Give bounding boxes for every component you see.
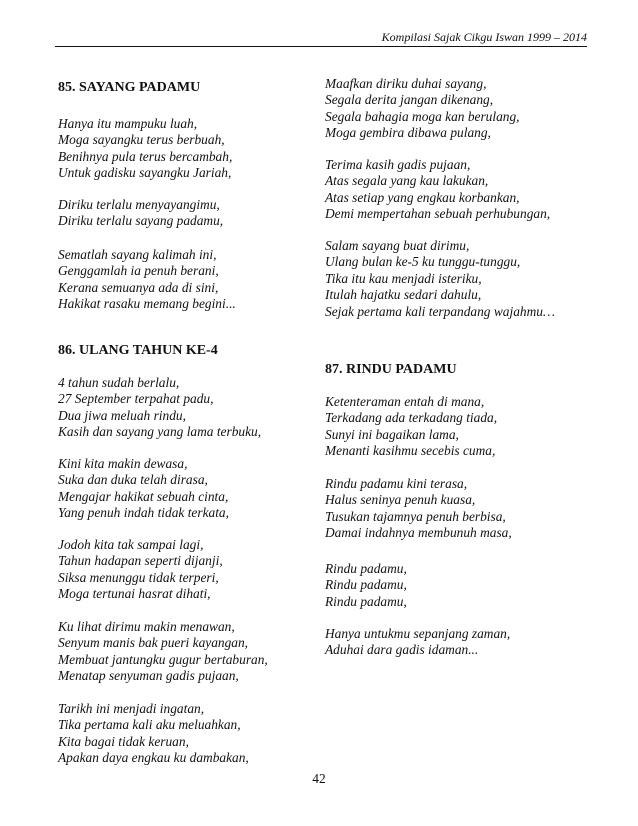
poem-line: Sejak pertama kali terpandang wajahmu… xyxy=(325,303,555,319)
poem-line: Menanti kasihmu secebis cuma, xyxy=(325,443,496,459)
poem-line: Rindu padamu kini terasa, xyxy=(325,476,468,491)
poem-87-stanza-4 xyxy=(325,626,510,659)
poem-line: Diriku terlalu sayang padamu, xyxy=(58,213,224,229)
poem-line: Salam sayang buat dirimu, xyxy=(325,238,470,253)
poem-line: Moga sayangku terus berbuah, xyxy=(58,132,225,148)
poem-line: Rindu padamu, xyxy=(325,561,407,576)
poem-title-85: 85. SAYANG PADAMU xyxy=(58,80,201,95)
page-number: 42 xyxy=(312,771,326,786)
poem-line: Tarikh ini menjadi ingatan, xyxy=(58,701,205,716)
poem-87-stanza-3 xyxy=(325,561,407,610)
poem-line: Tahun hadapan seperti dijanji, xyxy=(58,553,223,569)
poem-line: Genggamlah ia penuh berani, xyxy=(58,263,219,279)
poem-line: Untuk gadisku sayangku Jariah, xyxy=(58,165,232,181)
poem-line: Rindu padamu, xyxy=(325,593,407,609)
poem-line: Atas setiap yang engkau korbankan, xyxy=(325,189,520,205)
poem-line: 27 September terpahat padu, xyxy=(58,391,214,407)
poem-line: Hakikat rasaku memang begini... xyxy=(58,296,236,312)
poem-line: Aduhai dara gadis idaman... xyxy=(325,642,479,658)
poem-87-stanza-2 xyxy=(325,476,512,542)
poem-86-stanza-3 xyxy=(58,537,223,603)
poem-line: Sematlah sayang kalimah ini, xyxy=(58,247,217,262)
poem-line: Ketenteraman entah di mana, xyxy=(325,394,485,409)
poem-85-stanza-1 xyxy=(58,116,232,182)
page-header: Kompilasi Sajak Cikgu Iswan 1999 – 2014 xyxy=(381,30,587,44)
poem-line: Kini kita makin dewasa, xyxy=(58,456,188,471)
poem-line: Suka dan duka telah dirasa, xyxy=(58,472,208,488)
poem-line: 4 tahun sudah berlalu, xyxy=(58,375,180,390)
poem-line: Demi mempertahan sebuah perhubungan, xyxy=(325,206,551,222)
poem-line: Senyum manis bak pueri kayangan, xyxy=(58,635,249,651)
poem-line: Kerana semuanya ada di sini, xyxy=(58,279,219,295)
poem-86-stanza-8 xyxy=(325,238,555,320)
poem-line: Hanya itu mampuku luah, xyxy=(58,116,198,131)
poem-line: Maafkan diriku duhai sayang, xyxy=(325,76,487,91)
poem-line: Kita bagai tidak keruan, xyxy=(58,733,189,749)
poem-86-stanza-6 xyxy=(325,76,520,142)
poem-line: Atas segala yang kau lakukan, xyxy=(325,173,489,189)
poem-line: Apakan daya engkau ku dambakan, xyxy=(58,750,249,766)
poem-line: Jodoh kita tak sampai lagi, xyxy=(58,537,204,552)
poem-line: Rindu padamu, xyxy=(325,577,407,593)
poem-line: Ulang bulan ke-5 ku tunggu-tunggu, xyxy=(325,254,521,270)
poem-line: Moga tertunai hasrat dihati, xyxy=(58,586,211,602)
poem-line: Ku lihat dirimu makin menawan, xyxy=(58,619,235,634)
poem-line: Tika pertama kali aku meluahkan, xyxy=(58,717,241,733)
poem-line: Tika itu kau menjadi isteriku, xyxy=(325,270,482,286)
poem-line: Segala derita jangan dikenang, xyxy=(325,92,494,108)
poem-title-86: 86. ULANG TAHUN KE-4 xyxy=(58,343,218,358)
poem-line: Yang penuh indah tidak terkata, xyxy=(58,505,229,521)
poem-line: Terkadang ada terkadang tiada, xyxy=(325,410,498,426)
header-rule xyxy=(55,46,587,47)
poem-line: Moga gembira dibawa pulang, xyxy=(325,125,491,141)
poem-title-87: 87. RINDU PADAMU xyxy=(325,362,457,377)
poem-line: Dua jiwa meluah rindu, xyxy=(58,407,186,423)
poem-line: Sunyi ini bagaikan lama, xyxy=(325,426,459,442)
poem-86-stanza-4 xyxy=(58,619,268,685)
poem-85-stanza-2 xyxy=(58,197,223,230)
poem-line: Diriku terlalu menyayangimu, xyxy=(58,197,220,212)
poem-86-stanza-2 xyxy=(58,456,229,522)
poem-line: Siksa menunggu tidak terperi, xyxy=(58,569,219,585)
poem-86-stanza-5 xyxy=(58,701,249,767)
poem-line: Segala bahagia moga kan berulang, xyxy=(325,108,520,124)
poem-line: Terima kasih gadis pujaan, xyxy=(325,157,471,172)
poem-line: Kasih dan sayang yang lama terbuku, xyxy=(58,424,262,440)
poem-line: Membuat jantungku gugur bertaburan, xyxy=(58,651,268,667)
poem-line: Menatap senyuman gadis pujaan, xyxy=(58,668,239,684)
poem-87-stanza-1 xyxy=(325,394,497,460)
poem-line: Hanya untukmu sepanjang zaman, xyxy=(325,626,511,641)
poem-86-stanza-7 xyxy=(325,157,550,223)
poem-line: Benihnya pula terus bercambah, xyxy=(58,148,233,164)
poem-86-stanza-1 xyxy=(58,375,261,441)
poem-line: Tusukan tajamnya penuh berbisa, xyxy=(325,508,506,524)
poem-line: Damai indahnya membunuh masa, xyxy=(325,525,512,541)
poem-line: Itulah hajatku sedari dahulu, xyxy=(325,287,482,303)
poem-line: Mengajar hakikat sebuah cinta, xyxy=(58,488,229,504)
poem-line: Halus seninya penuh kuasa, xyxy=(325,492,476,508)
poem-85-stanza-3 xyxy=(58,247,236,313)
